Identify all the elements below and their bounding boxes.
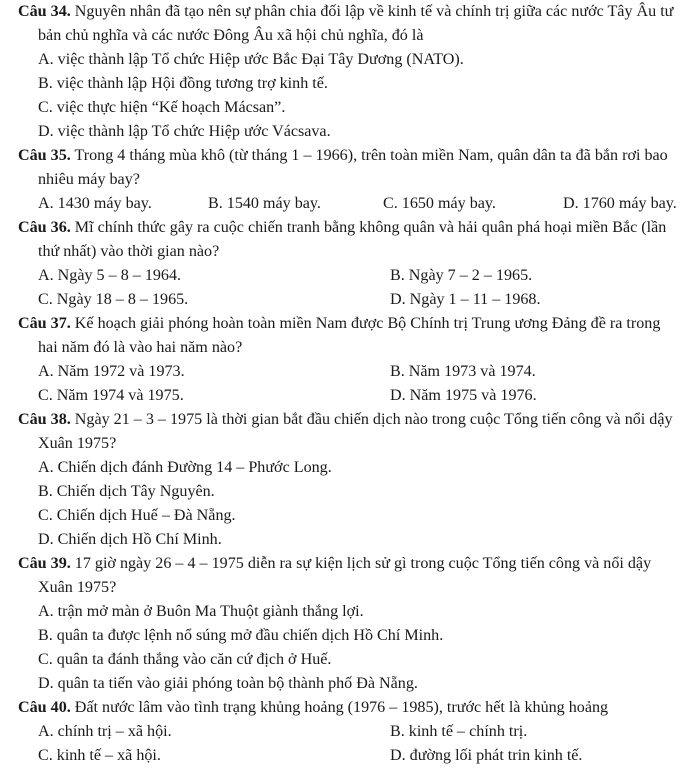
- question-text: Kế hoạch giải phóng hoàn toàn miền Nam được Bộ Chính trị Trung ương Đảng đề ra trong hai năm đó là vào hai năm nào?: [38, 315, 661, 356]
- answer-option[interactable]: D. Ngày 1 – 11 – 1968.: [390, 291, 541, 308]
- question-number: Câu 40.: [18, 699, 71, 716]
- answer-option[interactable]: A. chính trị – xã hội.: [38, 723, 172, 740]
- answer-option[interactable]: D. quân ta tiến vào giải phóng toàn bộ thành phố Đà Nẵng.: [38, 675, 418, 692]
- answer-option[interactable]: D. Chiến dịch Hồ Chí Minh.: [38, 531, 222, 548]
- answer-option[interactable]: C. 1650 máy bay.: [383, 195, 496, 212]
- answer-option[interactable]: C. Năm 1974 và 1975.: [38, 387, 184, 404]
- answer-option[interactable]: C. kinh tế – xã hội.: [38, 747, 161, 764]
- question-stem: [18, 216, 683, 264]
- question-number: Câu 38.: [18, 411, 71, 428]
- answer-option[interactable]: C. Ngày 18 – 8 – 1965.: [38, 291, 189, 308]
- question-number: Câu 35.: [18, 147, 71, 164]
- answer-option[interactable]: A. trận mở màn ở Buôn Ma Thuột giành thắng lợi.: [38, 603, 364, 620]
- question-text: Nguyên nhân đã tạo nên sự phân chia đối lập về kinh tế và chính trị giữa các nước Tây Âu tư bản chủ nghĩa và các nước Đông Âu xã hội chủ nghĩa, đó là: [38, 3, 674, 44]
- option-list: [18, 720, 683, 768]
- answer-option[interactable]: B. 1540 máy bay.: [208, 195, 321, 212]
- option-list: [18, 192, 683, 216]
- question-stem: [18, 0, 683, 48]
- question-text: Mĩ chính thức gây ra cuộc chiến tranh bằng không quân và hải quân phá hoại miền Bắc (lần thứ nhất) vào thời gian nào?: [38, 219, 667, 260]
- answer-option[interactable]: B. việc thành lập Hội đồng tương trợ kinh tế.: [38, 75, 328, 92]
- answer-option[interactable]: B. Ngày 7 – 2 – 1965.: [390, 267, 533, 284]
- question-block: [0, 312, 700, 408]
- answer-option[interactable]: B. kinh tế – chính trị.: [390, 723, 528, 740]
- question-number: Câu 39.: [18, 555, 71, 572]
- question-number: Câu 34.: [18, 3, 71, 20]
- answer-option[interactable]: D. việc thành lập Tổ chức Hiệp ước Vácsava.: [38, 123, 331, 140]
- question-block: [0, 144, 700, 216]
- question-block: [0, 408, 700, 552]
- answer-option[interactable]: A. 1430 máy bay.: [38, 195, 152, 212]
- option-list: [18, 600, 683, 696]
- answer-option[interactable]: C. quân ta đánh thắng vào căn cứ địch ở Huế.: [38, 651, 332, 668]
- answer-option[interactable]: D. đường lối phát trin kinh tế.: [390, 747, 583, 764]
- answer-option[interactable]: A. Chiến dịch đánh Đường 14 – Phước Long.: [38, 459, 332, 476]
- option-list: [18, 48, 683, 144]
- answer-option[interactable]: B. Chiến dịch Tây Nguyên.: [38, 483, 215, 500]
- option-list: [18, 456, 683, 552]
- question-stem: [18, 144, 683, 192]
- question-number: Câu 36.: [18, 219, 71, 236]
- question-text: Trong 4 tháng mùa khô (từ tháng 1 – 1966), trên toàn miền Nam, quân dân ta đã bắn rơi bao nhiêu máy bay?: [38, 147, 668, 188]
- answer-option[interactable]: A. Năm 1972 và 1973.: [38, 363, 185, 380]
- question-stem: [18, 552, 683, 600]
- question-text: Đất nước lâm vào tình trạng khủng hoảng (1976 – 1985), trước hết là khủng hoảng: [74, 699, 609, 716]
- question-stem: [18, 312, 683, 360]
- answer-option[interactable]: D. Năm 1975 và 1976.: [390, 387, 537, 404]
- answer-option[interactable]: D. 1760 máy bay.: [563, 195, 677, 212]
- question-block: [0, 216, 700, 312]
- answer-option[interactable]: A. việc thành lập Tổ chức Hiệp ước Bắc Đại Tây Dương (NATO).: [38, 51, 464, 68]
- question-block: [0, 552, 700, 696]
- answer-option[interactable]: A. Ngày 5 – 8 – 1964.: [38, 267, 182, 284]
- question-number: Câu 37.: [18, 315, 71, 332]
- question-stem: [18, 408, 683, 456]
- question-stem: [18, 696, 683, 720]
- answer-option[interactable]: B. Năm 1973 và 1974.: [390, 363, 536, 380]
- option-list: [18, 360, 683, 408]
- option-list: [18, 264, 683, 312]
- answer-option[interactable]: B. quân ta được lệnh nổ súng mở đầu chiến dịch Hồ Chí Minh.: [38, 627, 444, 644]
- question-block: [0, 0, 700, 144]
- answer-option[interactable]: C. Chiến dịch Huế – Đà Nẵng.: [38, 507, 236, 524]
- answer-option[interactable]: C. việc thực hiện “Kế hoạch Mácsan”.: [38, 99, 286, 116]
- question-block: [0, 696, 700, 768]
- question-text: Ngày 21 – 3 – 1975 là thời gian bắt đầu chiến dịch nào trong cuộc Tổng tiến công và nổi dậy Xuân 1975?: [38, 411, 673, 452]
- question-text: 17 giờ ngày 26 – 4 – 1975 diễn ra sự kiện lịch sử gì trong cuộc Tổng tiến công và nổi dậy Xuân 1975?: [38, 555, 652, 596]
